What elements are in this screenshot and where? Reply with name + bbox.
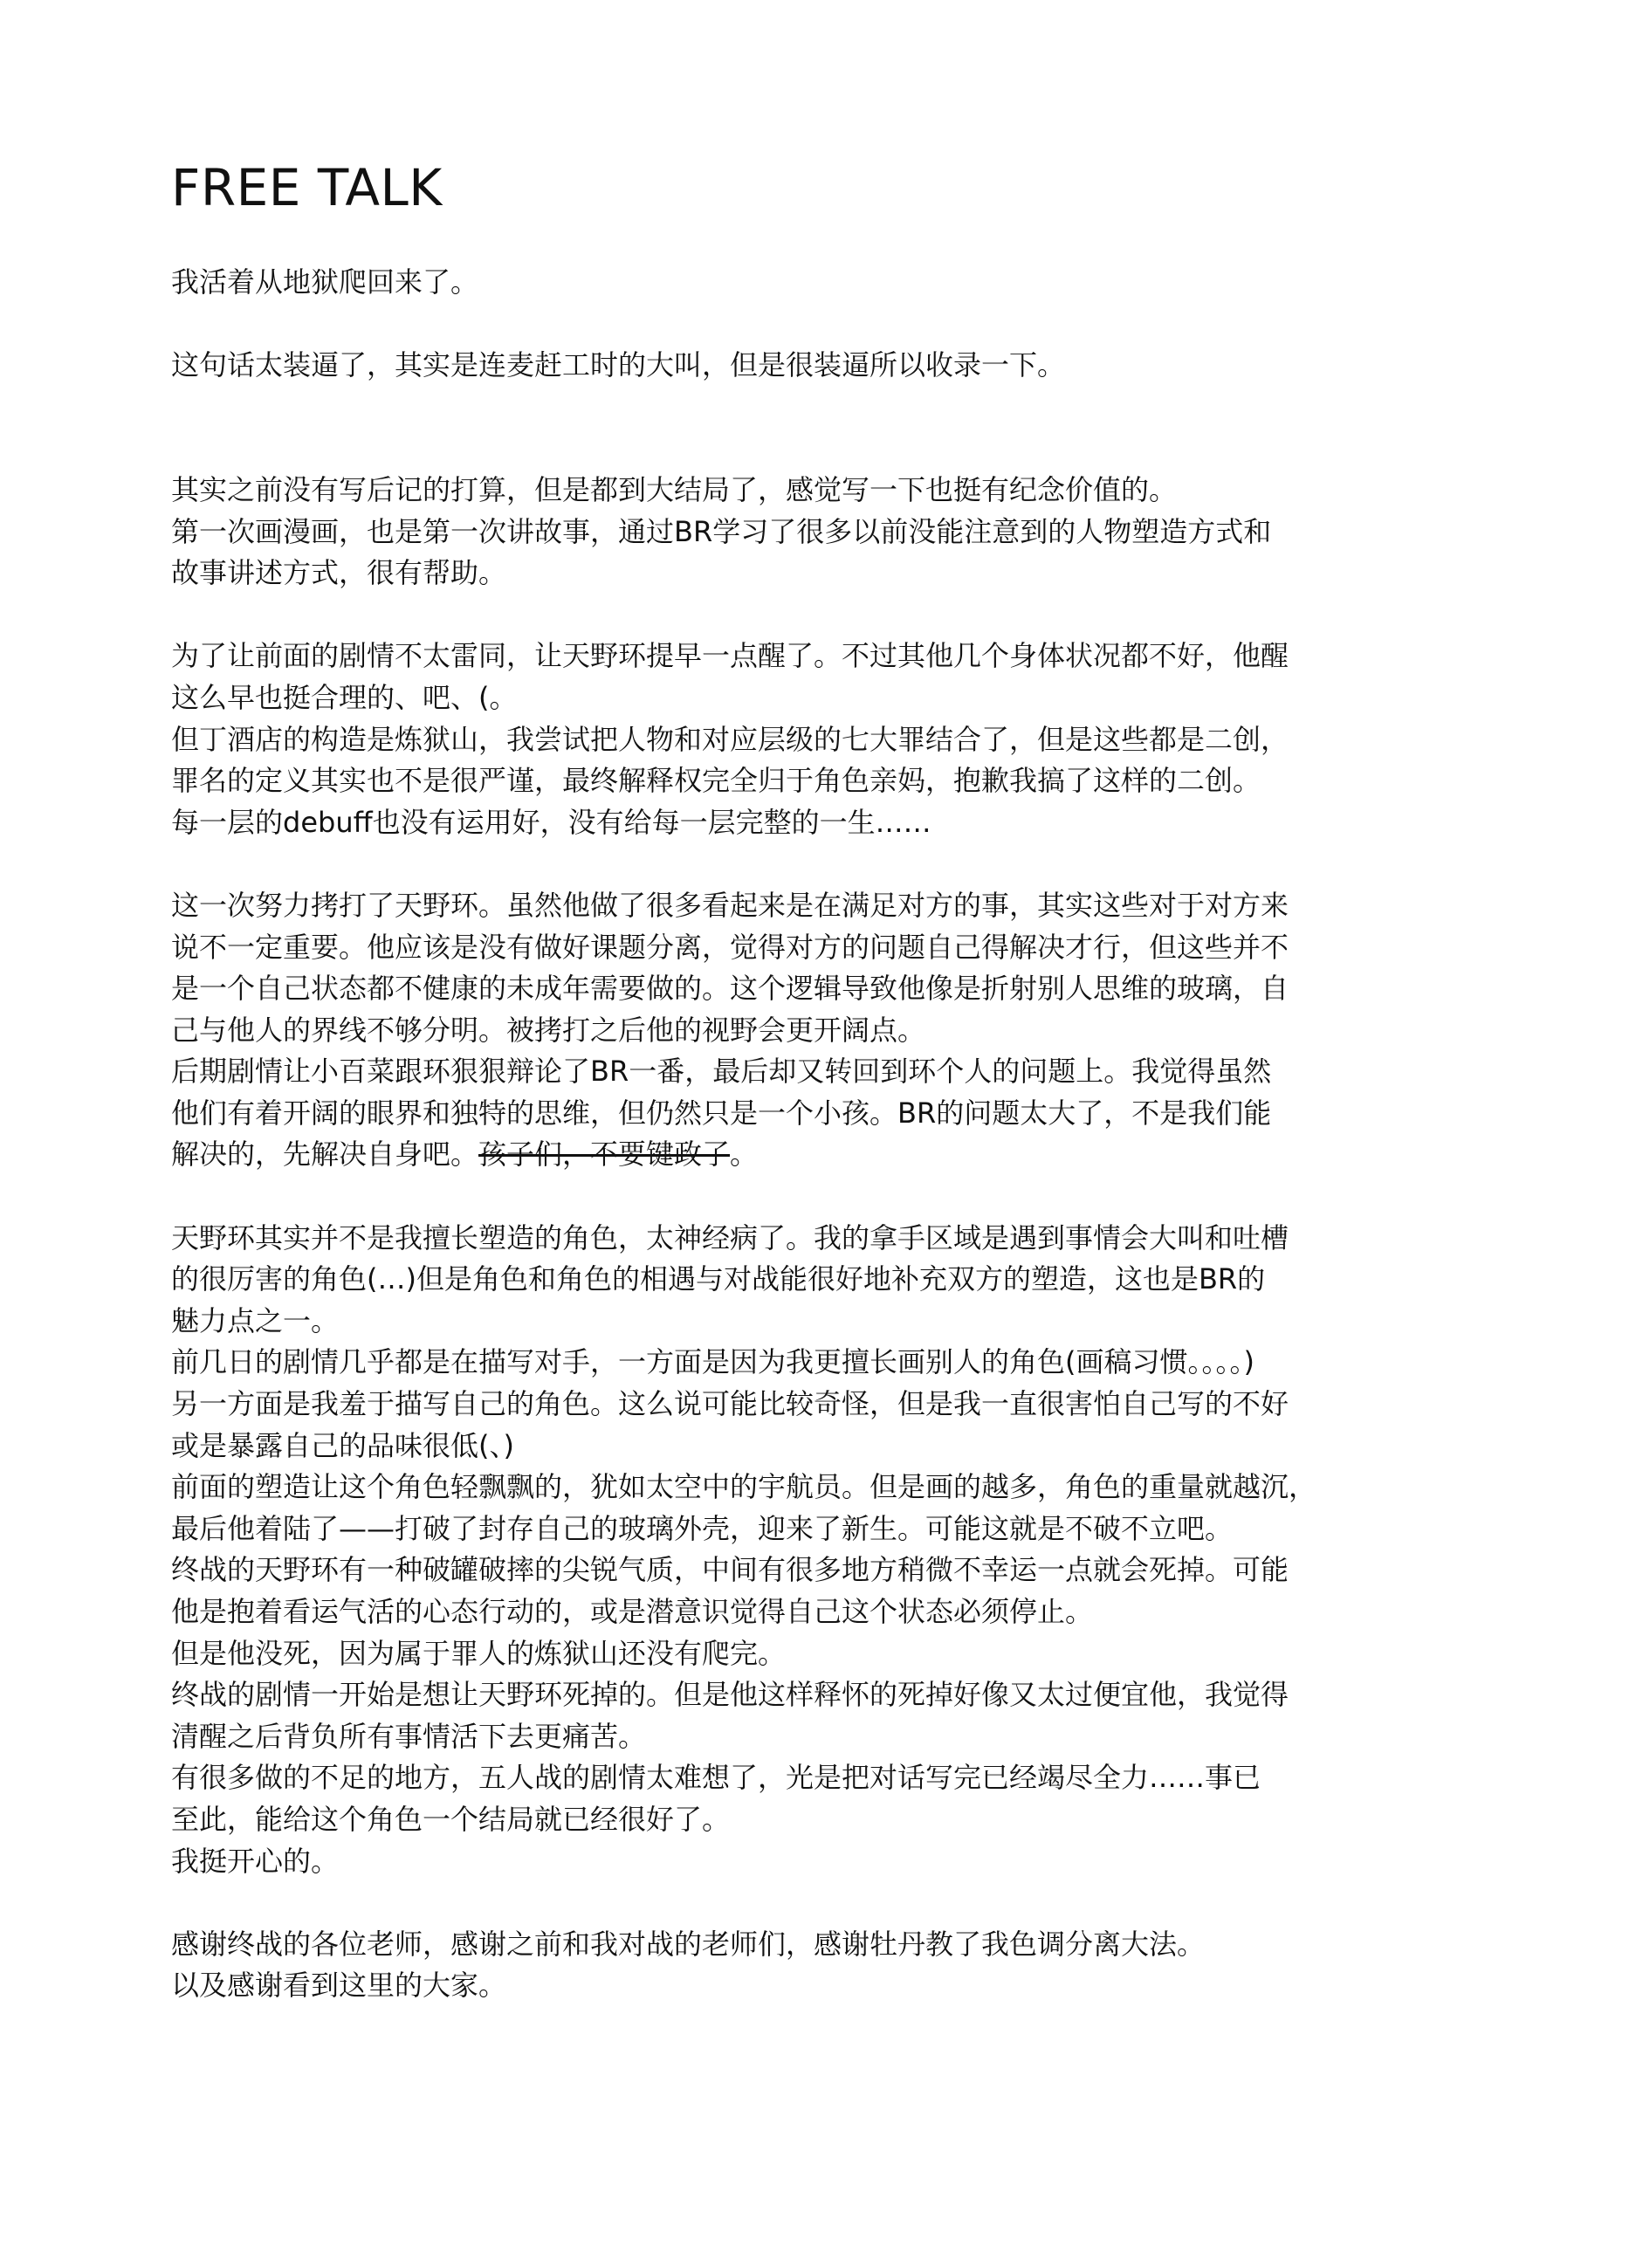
paragraph-comment: 这句话太装逼了，其实是连麦赶工时的大叫，但是很装逼所以收录一下。 — [171, 348, 1066, 382]
paragraph-character-arc-end: 。 — [730, 1137, 759, 1172]
paragraph-reflection: 天野环其实并不是我擅长塑造的角色，太神经病了。我的拿手区域是遇到事情会大叫和吐槽 的很厉害的角色(…)但是角色和角色的相遇与对战能很好地补充双方的塑造，这也是BR的 魅力点之一。 前几日的剧情几乎都是在描写对手，一方面是因为我更擅长画别人的角色(画稿习惯。。。。) 另一方面是我羞于描写自己的角色。这么说可能比较奇怪，但是我一直很害怕自己写的不好 或是暴露自己的品味很低(、) 前面的塑造让这个角色轻飘飘的，犹如太空中的宇航员。但是画的越多，角色的重量就越沉， 最后他着陆了——打破了封存自己的玻璃外壳，迎来了新生。可能这就是不破不立吧。 终战的天野环有一种破罐破摔的尖锐气质，中间有很多地方稍微不幸运一点就会死掉。可能 他是抱着看运气活的心态行动的，或是潜意识觉得自己这个状态必须停止。 但是他没死，因为属于罪人的炼狱山还没有爬完。 终战的剧情一开始是想让天野环死掉的。但是他这样释怀的死掉好像又太过便宜他，我觉得 清醒之后背负所有事情活下去更痛苦。 有很多做的不足的地方，五人战的剧情太难想了，光是把对话写完已经竭尽全力……事已 至此，能给这个角色一个结局就已经很好了。 我挺开心的。 — [171, 1220, 1317, 1878]
paragraph-gap — [171, 594, 1481, 636]
paragraph-gap — [171, 843, 1481, 885]
paragraph-opening: 我活着从地狱爬回来了。 — [171, 265, 479, 299]
paragraph-character-arc — [171, 885, 1481, 1176]
paragraph-gap — [171, 1176, 1481, 1218]
paragraph-gap — [171, 304, 1481, 346]
paragraph-intro: 其实之前没有写后记的打算，但是都到大结局了，感觉写一下也挺有纪念价值的。 第一次画漫画，也是第一次讲故事，通过BR学习了很多以前没能注意到的人物塑造方式和 故事讲述方式，很有帮助。 — [171, 472, 1272, 590]
page-title: FREE TALK — [171, 158, 443, 217]
struck-out-text: 孩子们，不要键政了 — [478, 1137, 731, 1172]
paragraph-thanks: 感谢终战的各位老师，感谢之前和我对战的老师们，感谢牡丹教了我色调分离大法。 以及感谢看到这里的大家。 — [171, 1927, 1206, 2003]
paragraph-story-structure: 为了让前面的剧情不太雷同，让天野环提早一点醒了。不过其他几个身体状况都不好，他醒 这么早也挺合理的、吧、(。 但丁酒店的构造是炼狱山，我尝试把人物和对应层级的七大罪结合了，但是这些都是二创， 罪名的定义其实也不是很严谨，最终解释权完全归于角色亲妈，抱歉我搞了这样的二创。 每一层的debuff也没有运用好，没有给每一层完整的一生…… — [171, 639, 1289, 839]
paragraph-gap — [171, 387, 1481, 470]
paragraph-gap — [171, 1882, 1481, 1924]
afterword-page — [171, 157, 1481, 2007]
paragraph-character-arc-text: 这一次努力拷打了天野环。虽然他做了很多看起来是在满足对方的事，其实这些对于对方来 说不一定重要。他应该是没有做好课题分离，觉得对方的问题自己得解决才行，但这些并不 是一个自己状态都不健康的未成年需要做的。这个逻辑导致他像是折射别人思维的玻璃，自 己与他人的界线不够分明。被拷打之后他的视野会更开阔点。 后期剧情让小百菜跟环狠狠辩论了BR一番，最后却又转回到环个人的问题上。我觉得虽然 他们有着开阔的眼界和独特的思维，但仍然只是一个小孩。BR的问题太大了，不是我们能 解决的，先解决自身吧。 — [171, 888, 1289, 1172]
